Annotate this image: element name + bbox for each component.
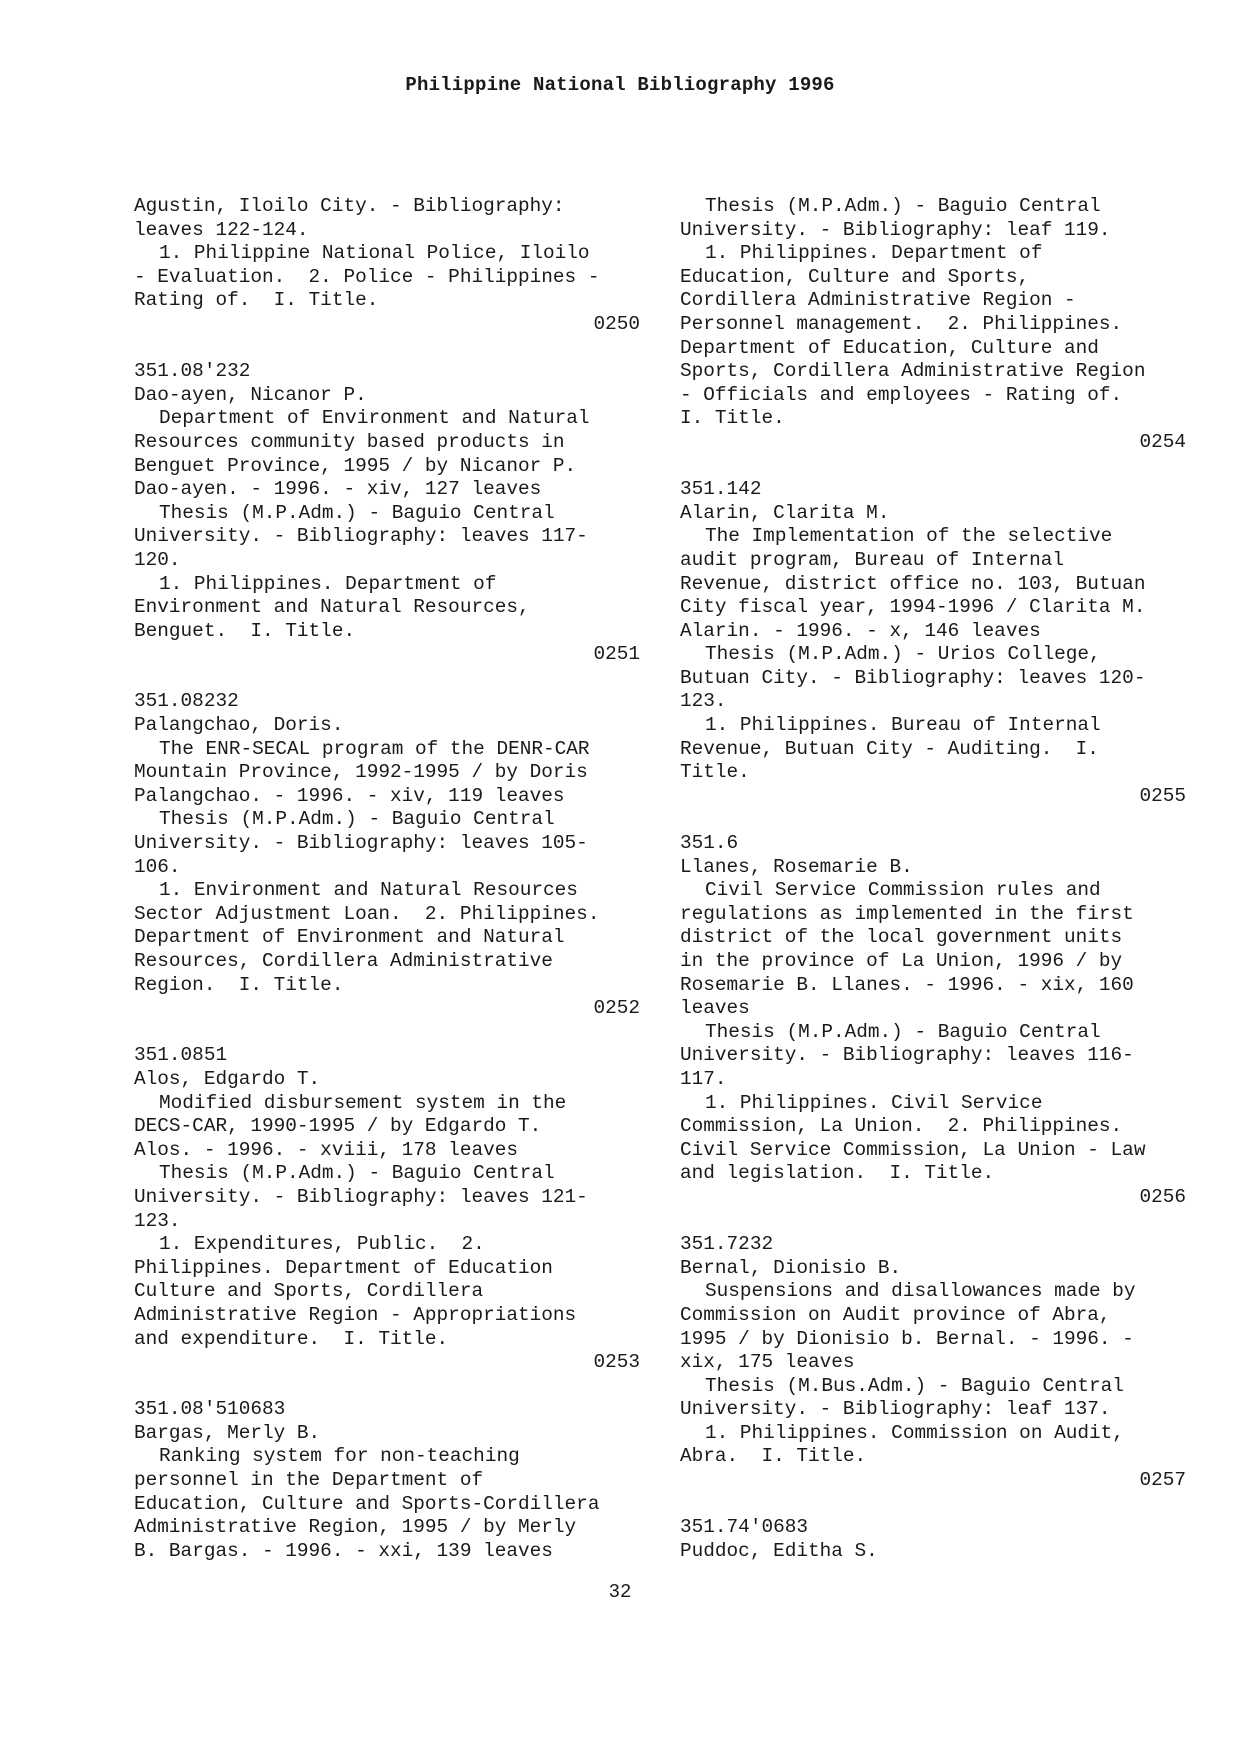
right-column — [680, 195, 1190, 1563]
entry-text-line: Benguet. I. Title. — [134, 619, 356, 642]
entry-text-line: 1. Philippines. Department of — [705, 242, 1043, 265]
entry-author: Llanes, Rosemarie B. — [680, 855, 913, 878]
entry-text-line: Mountain Province, 1992-1995 / by Doris — [134, 761, 588, 784]
entry-text-line: Agustin, Iloilo City. - Bibliography: — [134, 195, 565, 217]
entry-text-line: The ENR-SECAL program of the DENR-CAR — [159, 737, 590, 760]
entry-text-line: Ranking system for non-teaching — [159, 1445, 520, 1468]
entry-text-line: xix, 175 leaves — [680, 1351, 855, 1374]
entry-text-line: University. - Bibliography: leaf 119. — [680, 218, 1111, 241]
entry-text-line: Benguet Province, 1995 / by Nicanor P. — [134, 454, 577, 477]
entry-text-line: Administrative Region - Appropriations — [134, 1303, 577, 1326]
entry-text-line: Resources, Cordillera Administrative — [134, 950, 553, 972]
entry-author: Alarin, Clarita M. — [680, 501, 890, 524]
entry-text-line: Department of Environment and Natural — [134, 926, 565, 949]
entry-text-line: Education, Culture and Sports-Cordillera — [134, 1492, 600, 1515]
entry-author: Puddoc, Editha S. — [680, 1539, 878, 1562]
entry-text-line: Thesis (M.Bus.Adm.) - Baguio Central — [705, 1374, 1124, 1397]
entry-text-line: Revenue, district office no. 103, Butuan — [680, 572, 1146, 595]
entry-classification: 351.08232 — [134, 690, 239, 713]
entry-author: Bernal, Dionisio B. — [680, 1256, 902, 1279]
entry-text-line: Department of Education, Culture and — [680, 336, 1099, 359]
entry-text-line: Commission on Audit province of Abra, — [680, 1303, 1111, 1326]
entry-text-line: 1. Philippine National Police, Iloilo — [159, 242, 590, 265]
entry-text-line: The Implementation of the selective — [705, 525, 1113, 548]
entry-text-line: Thesis (M.P.Adm.) - Baguio Central — [159, 808, 555, 831]
entry-text-line: University. - Bibliography: leaves 117- — [134, 525, 588, 548]
bibliography-entry — [134, 1044, 644, 1374]
entry-number: 0255 — [1139, 784, 1186, 807]
entry-text-line: Dao-ayen. - 1996. - xiv, 127 leaves — [134, 478, 542, 501]
entry-text-line: Modified disbursement system in the — [159, 1091, 567, 1114]
entry-number: 0250 — [593, 312, 640, 335]
entry-author: Alos, Edgardo T. — [134, 1067, 321, 1090]
entry-text-line: Suspensions and disallowances made by — [705, 1280, 1136, 1303]
entry-text-line: district of the local government units — [680, 926, 1123, 949]
entry-text-line: University. - Bibliography: leaf 137. — [680, 1398, 1111, 1421]
entry-text-line: leaves 122-124. — [134, 218, 309, 241]
entry-number: 0256 — [1139, 1185, 1186, 1208]
entry-classification: 351.08'232 — [134, 360, 251, 383]
page-header-title: Philippine National Bibliography 1996 — [405, 74, 835, 96]
entry-text-line: 123. — [680, 690, 727, 713]
entry-text-line: audit program, Bureau of Internal — [680, 548, 1064, 571]
entry-classification: 351.6 — [680, 832, 739, 855]
left-column — [134, 195, 644, 1563]
entry-text-line: Civil Service Commission, La Union - Law — [680, 1138, 1146, 1161]
bibliography-entry — [134, 360, 644, 667]
entry-text-line: Personnel management. 2. Philippines. — [680, 312, 1123, 335]
entry-text-line: 120. — [134, 548, 181, 571]
entry-text-line: I. Title. — [680, 407, 785, 430]
entry-text-line: Revenue, Butuan City - Auditing. I. — [680, 737, 1099, 760]
entry-number: 0252 — [593, 997, 640, 1020]
entry-text-line: City fiscal year, 1994-1996 / Clarita M. — [680, 596, 1146, 619]
entry-text-line: Civil Service Commission rules and — [705, 879, 1101, 902]
entry-text-line: Thesis (M.P.Adm.) - Baguio Central — [705, 195, 1101, 217]
entry-text-line: 1. Philippines. Department of — [159, 572, 497, 595]
entry-author: Bargas, Merly B. — [134, 1421, 321, 1444]
entry-text-line: Sector Adjustment Loan. 2. Philippines. — [134, 902, 600, 925]
entry-text-line: and expenditure. I. Title. — [134, 1327, 449, 1350]
entry-text-line: 1. Philippines. Bureau of Internal — [705, 714, 1101, 737]
entry-text-line: Environment and Natural Resources, — [134, 596, 530, 619]
entry-classification: 351.142 — [680, 478, 762, 501]
entry-text-line: University. - Bibliography: leaves 105- — [134, 832, 588, 855]
bibliography-entry — [680, 478, 1190, 808]
entry-author: Dao-ayen, Nicanor P. — [134, 383, 367, 406]
entry-text-line: University. - Bibliography: leaves 121- — [134, 1185, 588, 1208]
entry-text-line: Alarin. - 1996. - x, 146 leaves — [680, 619, 1041, 642]
bibliography-entry — [134, 1398, 644, 1563]
entry-text-line: Thesis (M.P.Adm.) - Baguio Central — [159, 501, 555, 524]
entry-text-line: Culture and Sports, Cordillera — [134, 1280, 484, 1303]
entry-text-line: personnel in the Department of — [134, 1469, 484, 1492]
entry-text-line: Alos. - 1996. - xviii, 178 leaves — [134, 1138, 518, 1161]
entry-text-line: Rosemarie B. Llanes. - 1996. - xix, 160 — [680, 973, 1134, 996]
entry-text-line: regulations as implemented in the first — [680, 902, 1134, 925]
entry-text-line: 1995 / by Dionisio b. Bernal. - 1996. - — [680, 1327, 1134, 1350]
entry-text-line: in the province of La Union, 1996 / by — [680, 950, 1123, 972]
entry-text-line: Resources community based products in — [134, 430, 565, 453]
entry-text-line: - Officials and employees - Rating of. — [680, 383, 1123, 406]
entry-number: 0254 — [1139, 430, 1186, 453]
entry-author: Palangchao, Doris. — [134, 714, 344, 737]
entry-text-line: Thesis (M.P.Adm.) - Baguio Central — [705, 1020, 1101, 1043]
page-number: 32 — [608, 1581, 632, 1603]
entry-text-line: Sports, Cordillera Administrative Region — [680, 360, 1146, 383]
entry-text-line: and legislation. I. Title. — [680, 1162, 995, 1185]
entry-text-line: Commission, La Union. 2. Philippines. — [680, 1115, 1123, 1138]
entry-text-line: Administrative Region, 1995 / by Merly — [134, 1516, 577, 1539]
entry-text-line: 1. Philippines. Commission on Audit, — [705, 1421, 1124, 1444]
entry-text-line: Department of Environment and Natural — [159, 407, 590, 430]
entry-text-line: leaves — [680, 997, 750, 1020]
entry-classification: 351.74'0683 — [680, 1516, 808, 1539]
entry-text-line: Cordillera Administrative Region - — [680, 289, 1076, 312]
entry-text-line: Education, Culture and Sports, — [680, 265, 1030, 288]
entry-classification: 351.08'510683 — [134, 1398, 286, 1421]
entry-number: 0253 — [593, 1351, 640, 1374]
bibliography-entry — [134, 195, 644, 337]
entry-text-line: Philippines. Department of Education — [134, 1256, 553, 1279]
entry-text-line: Abra. I. Title. — [680, 1445, 867, 1468]
entry-text-line: - Evaluation. 2. Police - Philippines - — [134, 265, 600, 288]
entry-text-line: 1. Expenditures, Public. 2. — [159, 1233, 485, 1256]
bibliography-entry — [680, 1233, 1190, 1493]
entry-text-line: B. Bargas. - 1996. - xxi, 139 leaves — [134, 1539, 553, 1562]
entry-text-line: DECS-CAR, 1990-1995 / by Edgardo T. — [134, 1115, 542, 1138]
entry-text-line: Title. — [680, 761, 750, 784]
entry-classification: 351.7232 — [680, 1233, 774, 1256]
entry-text-line: Region. I. Title. — [134, 973, 344, 996]
bibliography-entry — [680, 195, 1190, 455]
entry-text-line: Rating of. I. Title. — [134, 289, 379, 312]
entry-classification: 351.0851 — [134, 1044, 228, 1067]
entry-text-line: 123. — [134, 1209, 181, 1232]
bibliography-entry — [134, 690, 644, 1020]
entry-text-line: 1. Philippines. Civil Service — [705, 1091, 1043, 1114]
bibliography-entry — [680, 1516, 1190, 1563]
entry-text-line: Palangchao. - 1996. - xiv, 119 leaves — [134, 784, 565, 807]
bibliography-entry — [680, 832, 1190, 1210]
entry-text-line: Butuan City. - Bibliography: leaves 120- — [680, 666, 1146, 689]
entry-number: 0251 — [593, 643, 640, 666]
entry-number: 0257 — [1139, 1469, 1186, 1492]
entry-text-line: Thesis (M.P.Adm.) - Urios College, — [705, 643, 1101, 666]
entry-text-line: University. - Bibliography: leaves 116- — [680, 1044, 1134, 1067]
entry-text-line: 106. — [134, 855, 181, 878]
entry-text-line: 117. — [680, 1067, 727, 1090]
entry-text-line: 1. Environment and Natural Resources — [159, 879, 578, 902]
entry-text-line: Thesis (M.P.Adm.) - Baguio Central — [159, 1162, 555, 1185]
